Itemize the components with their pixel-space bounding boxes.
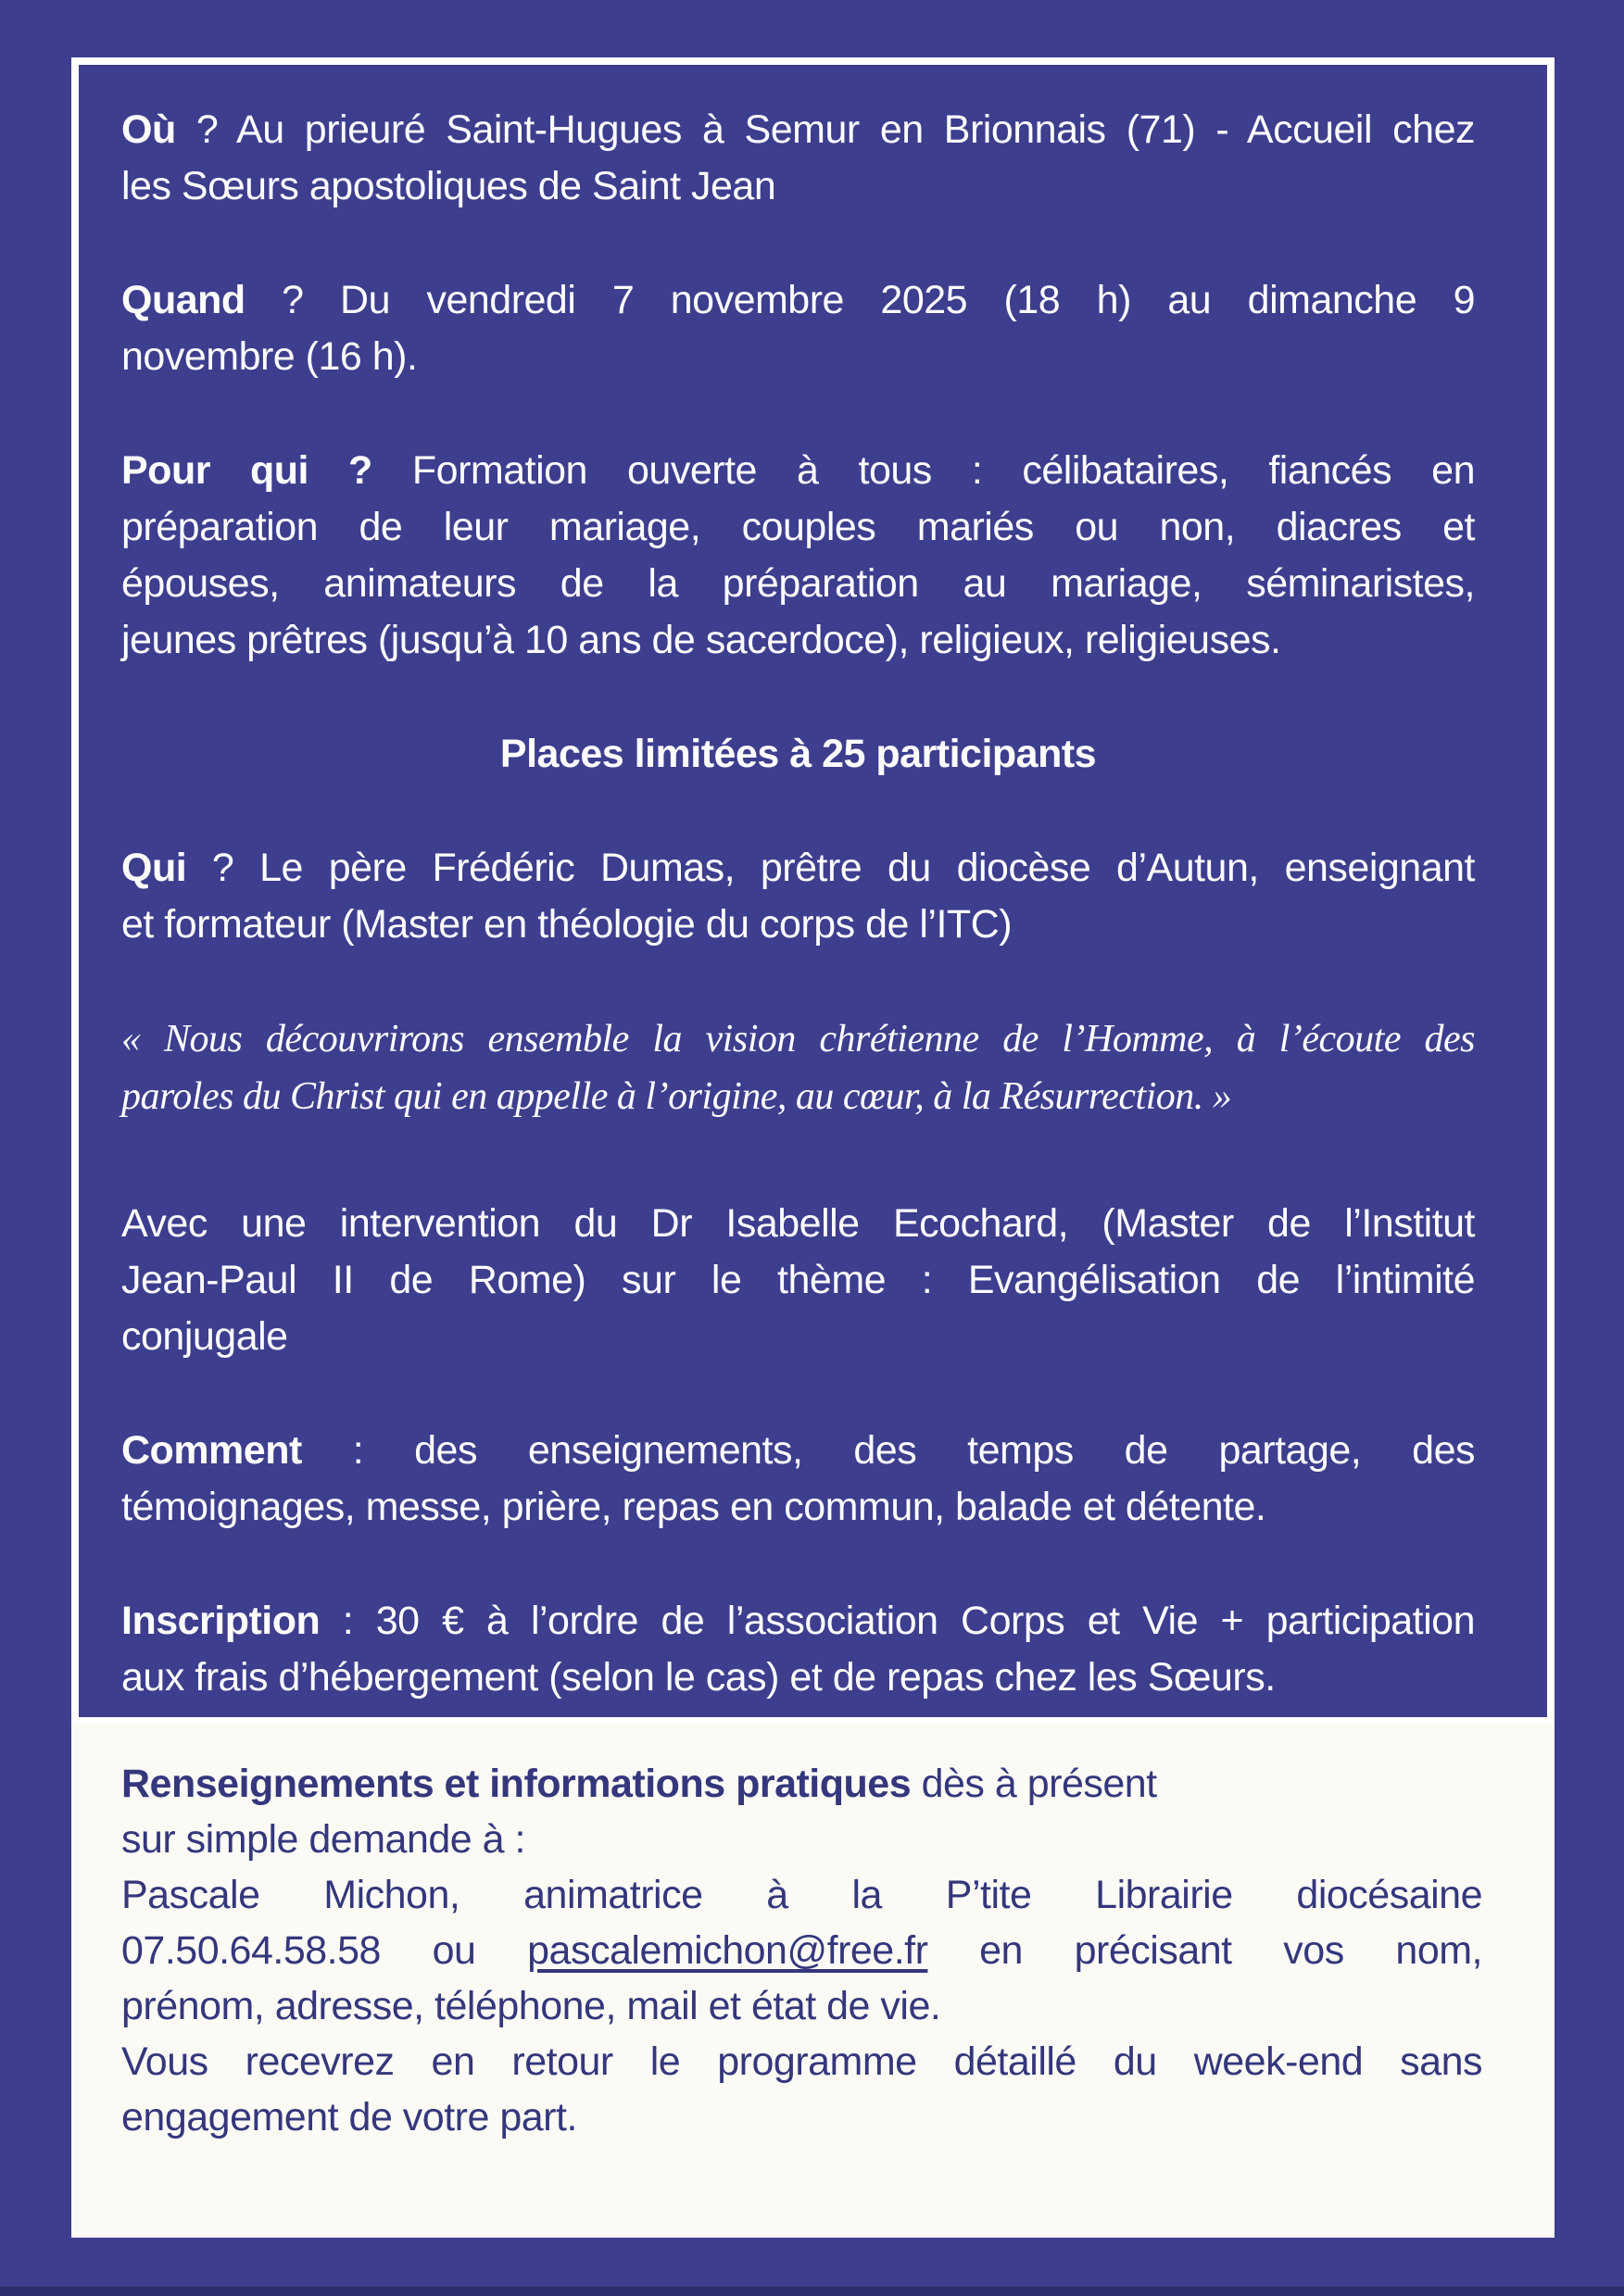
- how-line-2: témoignages, messe, prière, repas en commun, balade et détente.: [121, 1485, 1266, 1529]
- when-label: Quand: [121, 278, 245, 322]
- registration-paragraph: [121, 1593, 1475, 1706]
- who-line-1: [121, 840, 1475, 897]
- quote-paragraph: [121, 1010, 1475, 1125]
- who-paragraph: [121, 840, 1475, 953]
- where-line-1: [121, 102, 1475, 158]
- info-title-rest: dès à présent: [911, 1762, 1157, 1806]
- info-title-line: [121, 1756, 1482, 1812]
- info-title: Renseignements et informations pratiques: [121, 1762, 912, 1806]
- quote-line-2: paroles du Christ qui en appelle à l’origine, au cœur, à la Résurrection. »: [121, 1075, 1232, 1118]
- scan-bottom-edge: [0, 2287, 1624, 2296]
- where-paragraph: [121, 102, 1475, 215]
- info-line-4-rest: en précisant vos nom,: [927, 1928, 1482, 1973]
- intervention-line-3: conjugale: [121, 1314, 288, 1359]
- info-line-7: engagement de votre part.: [121, 2095, 577, 2139]
- for-whom-line-1: [121, 443, 1475, 499]
- info-line-4: [121, 1923, 1482, 1978]
- info-line-2: sur simple demande à :: [121, 1817, 525, 1862]
- when-paragraph: [121, 272, 1475, 385]
- where-label: Où: [121, 107, 176, 152]
- how-line-1: [121, 1423, 1475, 1479]
- intervention-line-1: Avec une intervention du Dr Isabelle Ecochard, (Master de l’Institut: [121, 1201, 1475, 1246]
- for-whom-paragraph: [121, 443, 1475, 669]
- quote-line-1: « Nous découvrirons ensemble la vision chrétienne de l’Homme, à l’écoute des: [121, 1018, 1475, 1060]
- intervention-line-2: Jean-Paul II de Rome) sur le thème : Evangélisation de l’intimité: [121, 1258, 1475, 1302]
- where-line-2: les Sœurs apostoliques de Saint Jean: [121, 164, 776, 208]
- how-paragraph: [121, 1423, 1475, 1536]
- registration-line-1: [121, 1593, 1475, 1650]
- who-label: Qui: [121, 846, 187, 890]
- who-line-2: et formateur (Master en théologie du corps de l’ITC): [121, 902, 1013, 947]
- for-whom-line-3: épouses, animateurs de la préparation au mariage, séminaristes,: [121, 561, 1475, 606]
- for-whom-label: Pour qui ?: [121, 448, 372, 493]
- phone-number: 07.50.64.58.58 ou: [121, 1928, 528, 1973]
- when-line-1: [121, 272, 1475, 329]
- info-line-3: Pascale Michon, animatrice à la P’tite Librairie diocésaine: [121, 1873, 1482, 1917]
- info-line-6: Vous recevrez en retour le programme détaillé du week-end sans: [121, 2039, 1482, 2084]
- places-limit-line: Places limitées à 25 participants: [499, 732, 1097, 776]
- for-whom-text-1: Formation ouverte à tous : célibataires, fiancés en: [371, 448, 1475, 493]
- email-link[interactable]: pascalemichon@free.fr: [527, 1928, 928, 1973]
- for-whom-line-4: jeunes prêtres (jusqu’à 10 ans de sacerdoce), religieux, religieuses.: [121, 618, 1281, 662]
- places-paragraph: [121, 726, 1475, 783]
- where-text-1: ? Au prieuré Saint-Hugues à Semur en Brionnais (71) - Accueil chez: [175, 107, 1475, 152]
- when-text-1: ? Du vendredi 7 novembre 2025 (18 h) au dimanche 9: [245, 278, 1475, 322]
- when-line-2: novembre (16 h).: [121, 334, 418, 379]
- for-whom-line-2: préparation de leur mariage, couples mariés ou non, diacres et: [121, 505, 1475, 549]
- who-text-1: ? Le père Frédéric Dumas, prêtre du diocèse d’Autun, enseignant: [186, 846, 1475, 890]
- how-text-1: : des enseignements, des temps de partage, des: [301, 1428, 1475, 1473]
- info-panel: [71, 1725, 1555, 2238]
- how-label: Comment: [121, 1428, 302, 1473]
- info-line-5: prénom, adresse, téléphone, mail et état de vie.: [121, 1984, 941, 2028]
- main-panel: [71, 57, 1555, 1725]
- registration-text-1: : 30 € à l’ordre de l’association Corps et Vie + participation: [320, 1599, 1475, 1643]
- intervention-paragraph: [121, 1196, 1475, 1365]
- registration-line-2: aux frais d’hébergement (selon le cas) et de repas chez les Sœurs.: [121, 1655, 1276, 1700]
- registration-label: Inscription: [121, 1599, 321, 1643]
